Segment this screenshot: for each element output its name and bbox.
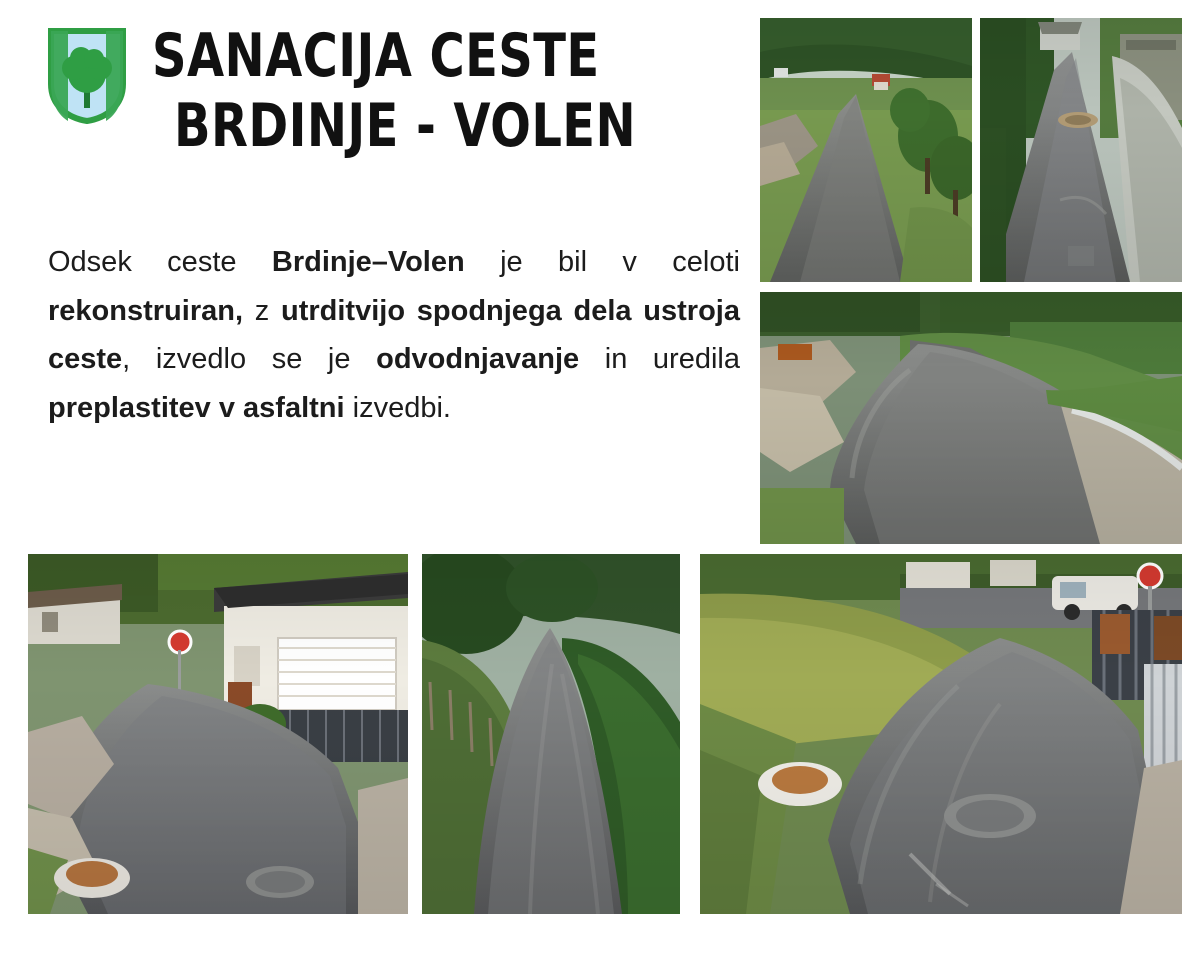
coat-of-arms-tree-icon: [48, 28, 126, 124]
photo-top-left: [760, 18, 972, 282]
header: [48, 21, 748, 161]
page-title-line-2: BRDINJE - VOLEN: [174, 91, 637, 161]
description-paragraph: Odsek ceste Brdinje–Volen je bil v celoti rekonstruiran, z utrditvijo spodnjega dela ustroja ceste, izvedlo se je odvodnjavanje in uredila preplastitev v asfaltni izvedbi.: [48, 246, 740, 425]
photo-middle: [760, 292, 1182, 544]
photo-bottom-left: [28, 554, 408, 914]
photo-bottom-right: [700, 554, 1182, 914]
title-block: [152, 21, 752, 161]
photo-top-right: [980, 18, 1182, 282]
page-title-line-1: SANACIJA CESTE: [152, 21, 600, 91]
photo-bottom-middle: [422, 554, 680, 914]
